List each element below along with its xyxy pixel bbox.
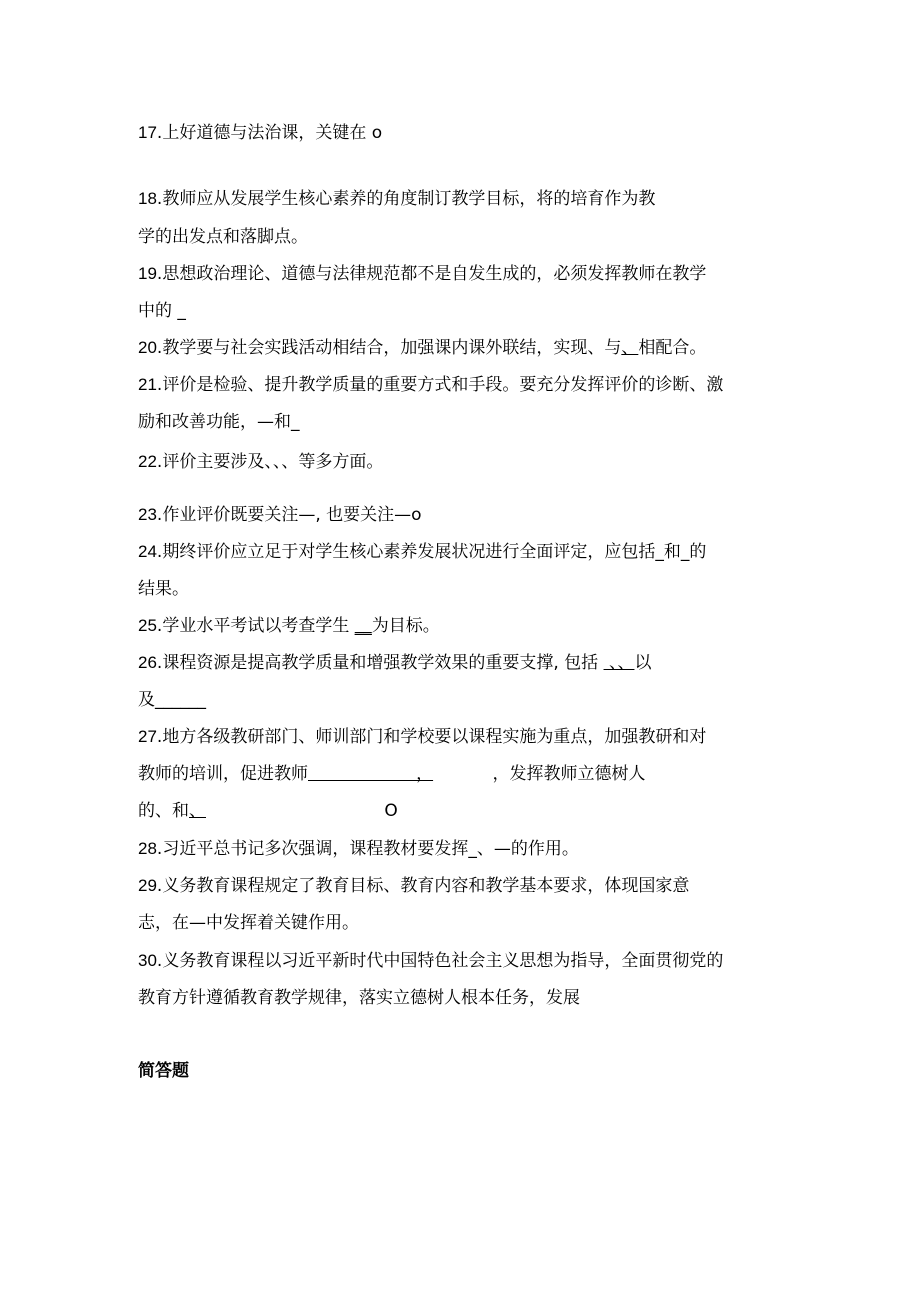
answer-blank: ， [308,764,434,784]
question-number: 19 [138,264,157,283]
question-text: 结果。 [138,579,189,599]
question-text: 励和改善功能，—和_ [138,412,300,432]
question-text: 的、和 [138,801,189,821]
question-18-continued [138,226,308,248]
question-29-continued [138,912,359,934]
question-text: .地方各级教研部门、师训部门和学校要以课程实施为重点，加强教研和对 [156,727,707,747]
question-text: 为目标。 [371,616,440,636]
question-text: 学的出发点和落脚点。 [138,227,308,247]
answer-blank: 、、 [603,653,635,673]
question-17 [138,122,382,144]
question-text: 教师的培训，促进教师 [138,764,308,784]
question-text: .教师应从发展学生核心素养的角度制订教学目标，将的培育作为教 [156,189,656,209]
question-number: 24 [138,542,157,561]
question-19-continued [138,300,186,322]
question-text: O [206,801,398,821]
question-text: .课程资源是提高教学质量和增强教学效果的重要支撑, 包括 [156,653,604,673]
question-23 [138,504,422,526]
question-27-continued-2 [138,800,398,822]
question-27 [138,726,706,748]
question-text: .思想政治理论、道德与法律规范都不是自发生成的，必须发挥教师在教学 [156,264,707,284]
question-28 [138,838,579,860]
question-text: .教学要与社会实践活动相结合，加强课内课外联结，实现、与 [156,338,622,358]
question-27-continued [138,763,646,785]
answer-blank: 、 [621,338,639,358]
question-24 [138,541,706,563]
question-30 [138,950,723,972]
question-text: .义务教育课程规定了教育目标、教育内容和教学基本要求，体现国家意 [156,876,690,896]
question-number: 20 [138,338,157,357]
question-text: 以 [634,653,652,673]
question-29 [138,875,689,897]
question-text: .评价是检验、提升教学质量的重要方式和手段。要充分发挥评价的诊断、激 [156,375,724,395]
question-number: 28 [138,839,157,858]
question-20 [138,337,706,359]
question-number: 25 [138,616,157,635]
question-number: 21 [138,375,157,394]
question-19 [138,263,706,285]
answer-blank: 、 [189,801,206,821]
answer-blank: __ [354,616,372,636]
question-text: 志，在—中发挥着关键作用。 [138,913,359,933]
question-text: 及 [138,690,155,710]
question-24-continued [138,578,189,600]
question-text: 相配合。 [638,338,707,358]
question-text: ，发挥教师立德树人 [433,764,646,784]
question-number: 26 [138,653,157,672]
question-text: .评价主要涉及、、、等多方面。 [156,452,384,472]
question-text: .作业评价既要关注—, 也要关注—o [156,505,422,525]
question-text: .期终评价应立足于对学生核心素养发展状况进行全面评定，应包括_和_的 [156,542,707,562]
question-30-continued [138,987,580,1009]
question-text: .义务教育课程以习近平新时代中国特色社会主义思想为指导，全面贯彻党的 [156,951,724,971]
question-text: .习近平总书记多次强调，课程教材要发挥_、—的作用。 [156,839,579,859]
question-text: .学业水平考试以考查学生 [156,616,355,636]
question-22 [138,451,383,473]
question-21 [138,374,723,396]
question-21-continued [138,411,300,433]
question-text: 教育方针遵循教育教学规律，落实立德树人根本任务，发展 [138,988,580,1008]
section-heading: 简答题 [138,1061,189,1081]
question-number: 23 [138,505,157,524]
answer-blank: ______ [155,690,206,710]
question-26-continued [138,689,206,711]
question-number: 17 [138,123,157,142]
question-number: 22 [138,452,157,471]
question-number: 30 [138,951,157,970]
question-number: 18 [138,189,157,208]
question-26 [138,652,651,674]
question-18 [138,188,655,210]
question-25 [138,615,440,637]
question-number: 27 [138,727,157,746]
question-number: 29 [138,876,157,895]
question-text: .上好道德与法治课，关键在 o [156,123,383,143]
question-text: 中的 _ [138,301,186,321]
